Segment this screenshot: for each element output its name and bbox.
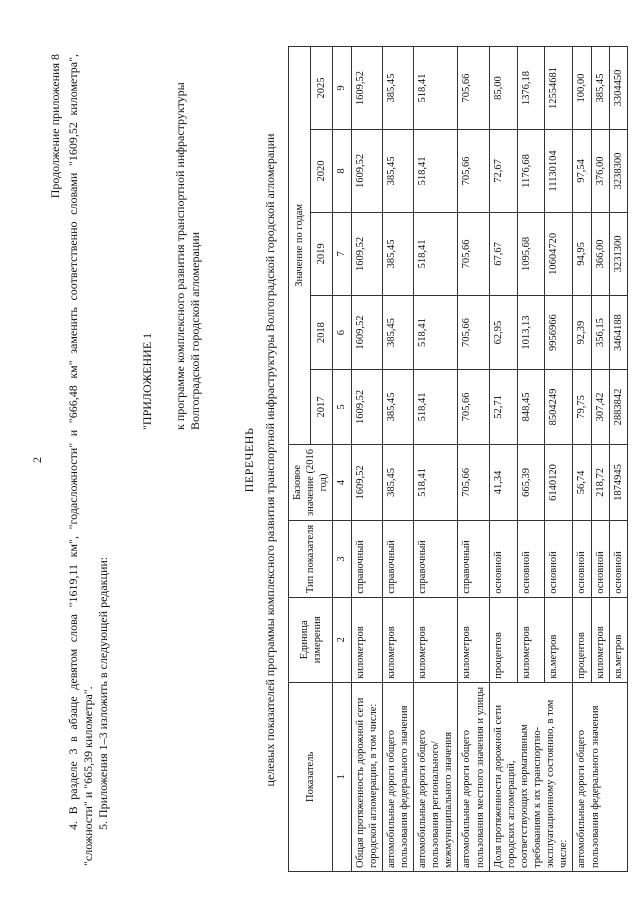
column-number: 9 [333,47,351,130]
value-cell: 1013,13 [517,295,545,369]
appendix-block [140,50,203,430]
header-year: 2018 [311,295,333,369]
value-cell: 1609,52 [351,295,382,369]
type-cell: справочный [458,521,489,598]
column-number: 6 [333,295,351,369]
indicator-name: Общая протяженность дорожной сети городской агломерации, в том числе: [351,682,382,871]
column-number: 4 [333,444,351,521]
table-row [458,47,489,872]
value-cell: 385,45 [382,130,413,213]
type-cell: основной [591,521,609,598]
list-heading [242,40,278,880]
value-cell: 92,39 [573,295,591,369]
page-number: 2 [30,457,44,463]
value-cell: 705,66 [458,47,489,130]
unit-cell: процентов [573,597,591,682]
column-number: 1 [333,682,351,871]
indicator-name: Доля протяженности дорожной сети городских агломераций, соответствующих нормативным требованиям к их транспортно-эксплуатационному состоянию, в том числе: [489,682,573,871]
value-cell: 307,42 [591,370,609,444]
value-cell: 705,66 [458,295,489,369]
type-cell: основной [609,521,627,598]
indicator-name: автомобильные дороги общего пользования федерального значения [382,682,413,871]
unit-cell: километров [517,597,545,682]
value-cell: 10604720 [545,212,573,295]
value-cell: 518,41 [414,370,458,444]
value-cell: 385,45 [382,212,413,295]
unit-cell: километров [458,597,489,682]
header-by-years: Значение по годам [289,47,311,445]
header-year: 2019 [311,212,333,295]
type-cell: основной [573,521,591,598]
header-year: 2025 [311,47,333,130]
value-cell: 665,39 [517,444,545,521]
value-cell: 518,41 [414,295,458,369]
column-number: 8 [333,130,351,213]
column-number: 5 [333,370,351,444]
header-type: Тип показателя [289,521,333,598]
value-cell: 100,00 [573,47,591,130]
type-cell: основной [489,521,517,598]
value-cell: 52,71 [489,370,517,444]
value-cell: 376,00 [591,130,609,213]
unit-cell: километров [351,597,382,682]
continuation-header: Продолжение приложения 8 [48,54,62,199]
unit-cell: процентов [489,597,517,682]
value-cell: 1609,52 [351,212,382,295]
value-cell: 848,45 [517,370,545,444]
value-cell: 97,54 [573,130,591,213]
value-cell: 6140120 [545,444,573,521]
value-cell: 1176,68 [517,130,545,213]
value-cell: 9956966 [545,295,573,369]
value-cell: 366,00 [591,212,609,295]
value-cell: 1609,52 [351,130,382,213]
value-cell: 705,66 [458,212,489,295]
value-cell: 72,67 [489,130,517,213]
table-row [573,47,591,872]
value-cell: 1609,52 [351,444,382,521]
header-year: 2017 [311,370,333,444]
type-cell: основной [517,521,545,598]
header-unit: Единица измерения [289,597,333,682]
value-cell: 85,00 [489,47,517,130]
value-cell: 385,45 [382,370,413,444]
header-year: 2020 [311,130,333,213]
column-number: 7 [333,212,351,295]
table-row [489,47,517,872]
type-cell: справочный [351,521,382,598]
appendix-text: к программе комплексного развития транспортной инфраструктуры Волгоградской городской агломерации [173,82,202,430]
header-base: Базовое значение (2016 год) [289,444,333,521]
unit-cell: километров [591,597,609,682]
type-cell: основной [545,521,573,598]
type-cell: справочный [382,521,413,598]
value-cell: 11130104 [545,130,573,213]
unit-cell: кв.метров [609,597,627,682]
value-cell: 3238300 [609,130,627,213]
value-cell: 56,74 [573,444,591,521]
table-row [414,47,458,872]
value-cell: 1609,52 [351,47,382,130]
value-cell: 518,41 [414,212,458,295]
paragraph-5: 5. Приложения 1–3 изложить в следующей редакции: [96,556,110,830]
unit-cell: километров [414,597,458,682]
indicator-name: автомобильные дороги общего пользования федерального значения [573,682,627,871]
value-cell: 67,67 [489,212,517,295]
value-cell: 518,41 [414,130,458,213]
document-page [20,40,624,880]
type-cell: справочный [414,521,458,598]
value-cell: 79,75 [573,370,591,444]
value-cell: 8504249 [545,370,573,444]
value-cell: 385,45 [591,47,609,130]
column-number: 3 [333,521,351,598]
indicators-table [288,46,628,872]
value-cell: 705,66 [458,130,489,213]
value-cell: 518,41 [414,444,458,521]
table-row [382,47,413,872]
value-cell: 385,45 [382,295,413,369]
value-cell: 3231300 [609,212,627,295]
value-cell: 3304450 [609,47,627,130]
value-cell: 385,45 [382,444,413,521]
indicator-name: автомобильные дороги общего пользования регионального/межмуниципального значения [414,682,458,871]
value-cell: 705,66 [458,370,489,444]
paragraph-4: 4. В разделе 3 в абзаце девятом слова "1619,11 км", "годасложности" и "666,48 км" заменить соответственно словами "1609,52 километра", "сложности" и "665,39 километра". [66,54,95,866]
table-row [351,47,382,872]
unit-cell: километров [382,597,413,682]
list-title: ПЕРЕЧЕНЬ [242,427,256,493]
value-cell: 218,72 [591,444,609,521]
value-cell: 518,41 [414,47,458,130]
list-subtitle: целевых показателей программы комплексного развития транспортной инфраструктуры Волгоградской городской агломерации [263,133,277,787]
header-indicator: Показатель [289,682,333,871]
value-cell: 94,95 [573,212,591,295]
value-cell: 705,66 [458,444,489,521]
column-number: 2 [333,597,351,682]
value-cell: 1609,52 [351,370,382,444]
value-cell: 2883842 [609,370,627,444]
appendix-title: "ПРИЛОЖЕНИЕ 1 [140,332,154,430]
value-cell: 1095,68 [517,212,545,295]
value-cell: 41,34 [489,444,517,521]
unit-cell: кв.метров [545,597,573,682]
column-number-row [333,47,351,872]
value-cell: 3464188 [609,295,627,369]
value-cell: 1376,18 [517,47,545,130]
value-cell: 62,95 [489,295,517,369]
value-cell: 356,15 [591,295,609,369]
value-cell: 1874945 [609,444,627,521]
value-cell: 385,45 [382,47,413,130]
value-cell: 12554681 [545,47,573,130]
indicator-name: автомобильные дороги общего пользования местного значения и улицы [458,682,489,871]
